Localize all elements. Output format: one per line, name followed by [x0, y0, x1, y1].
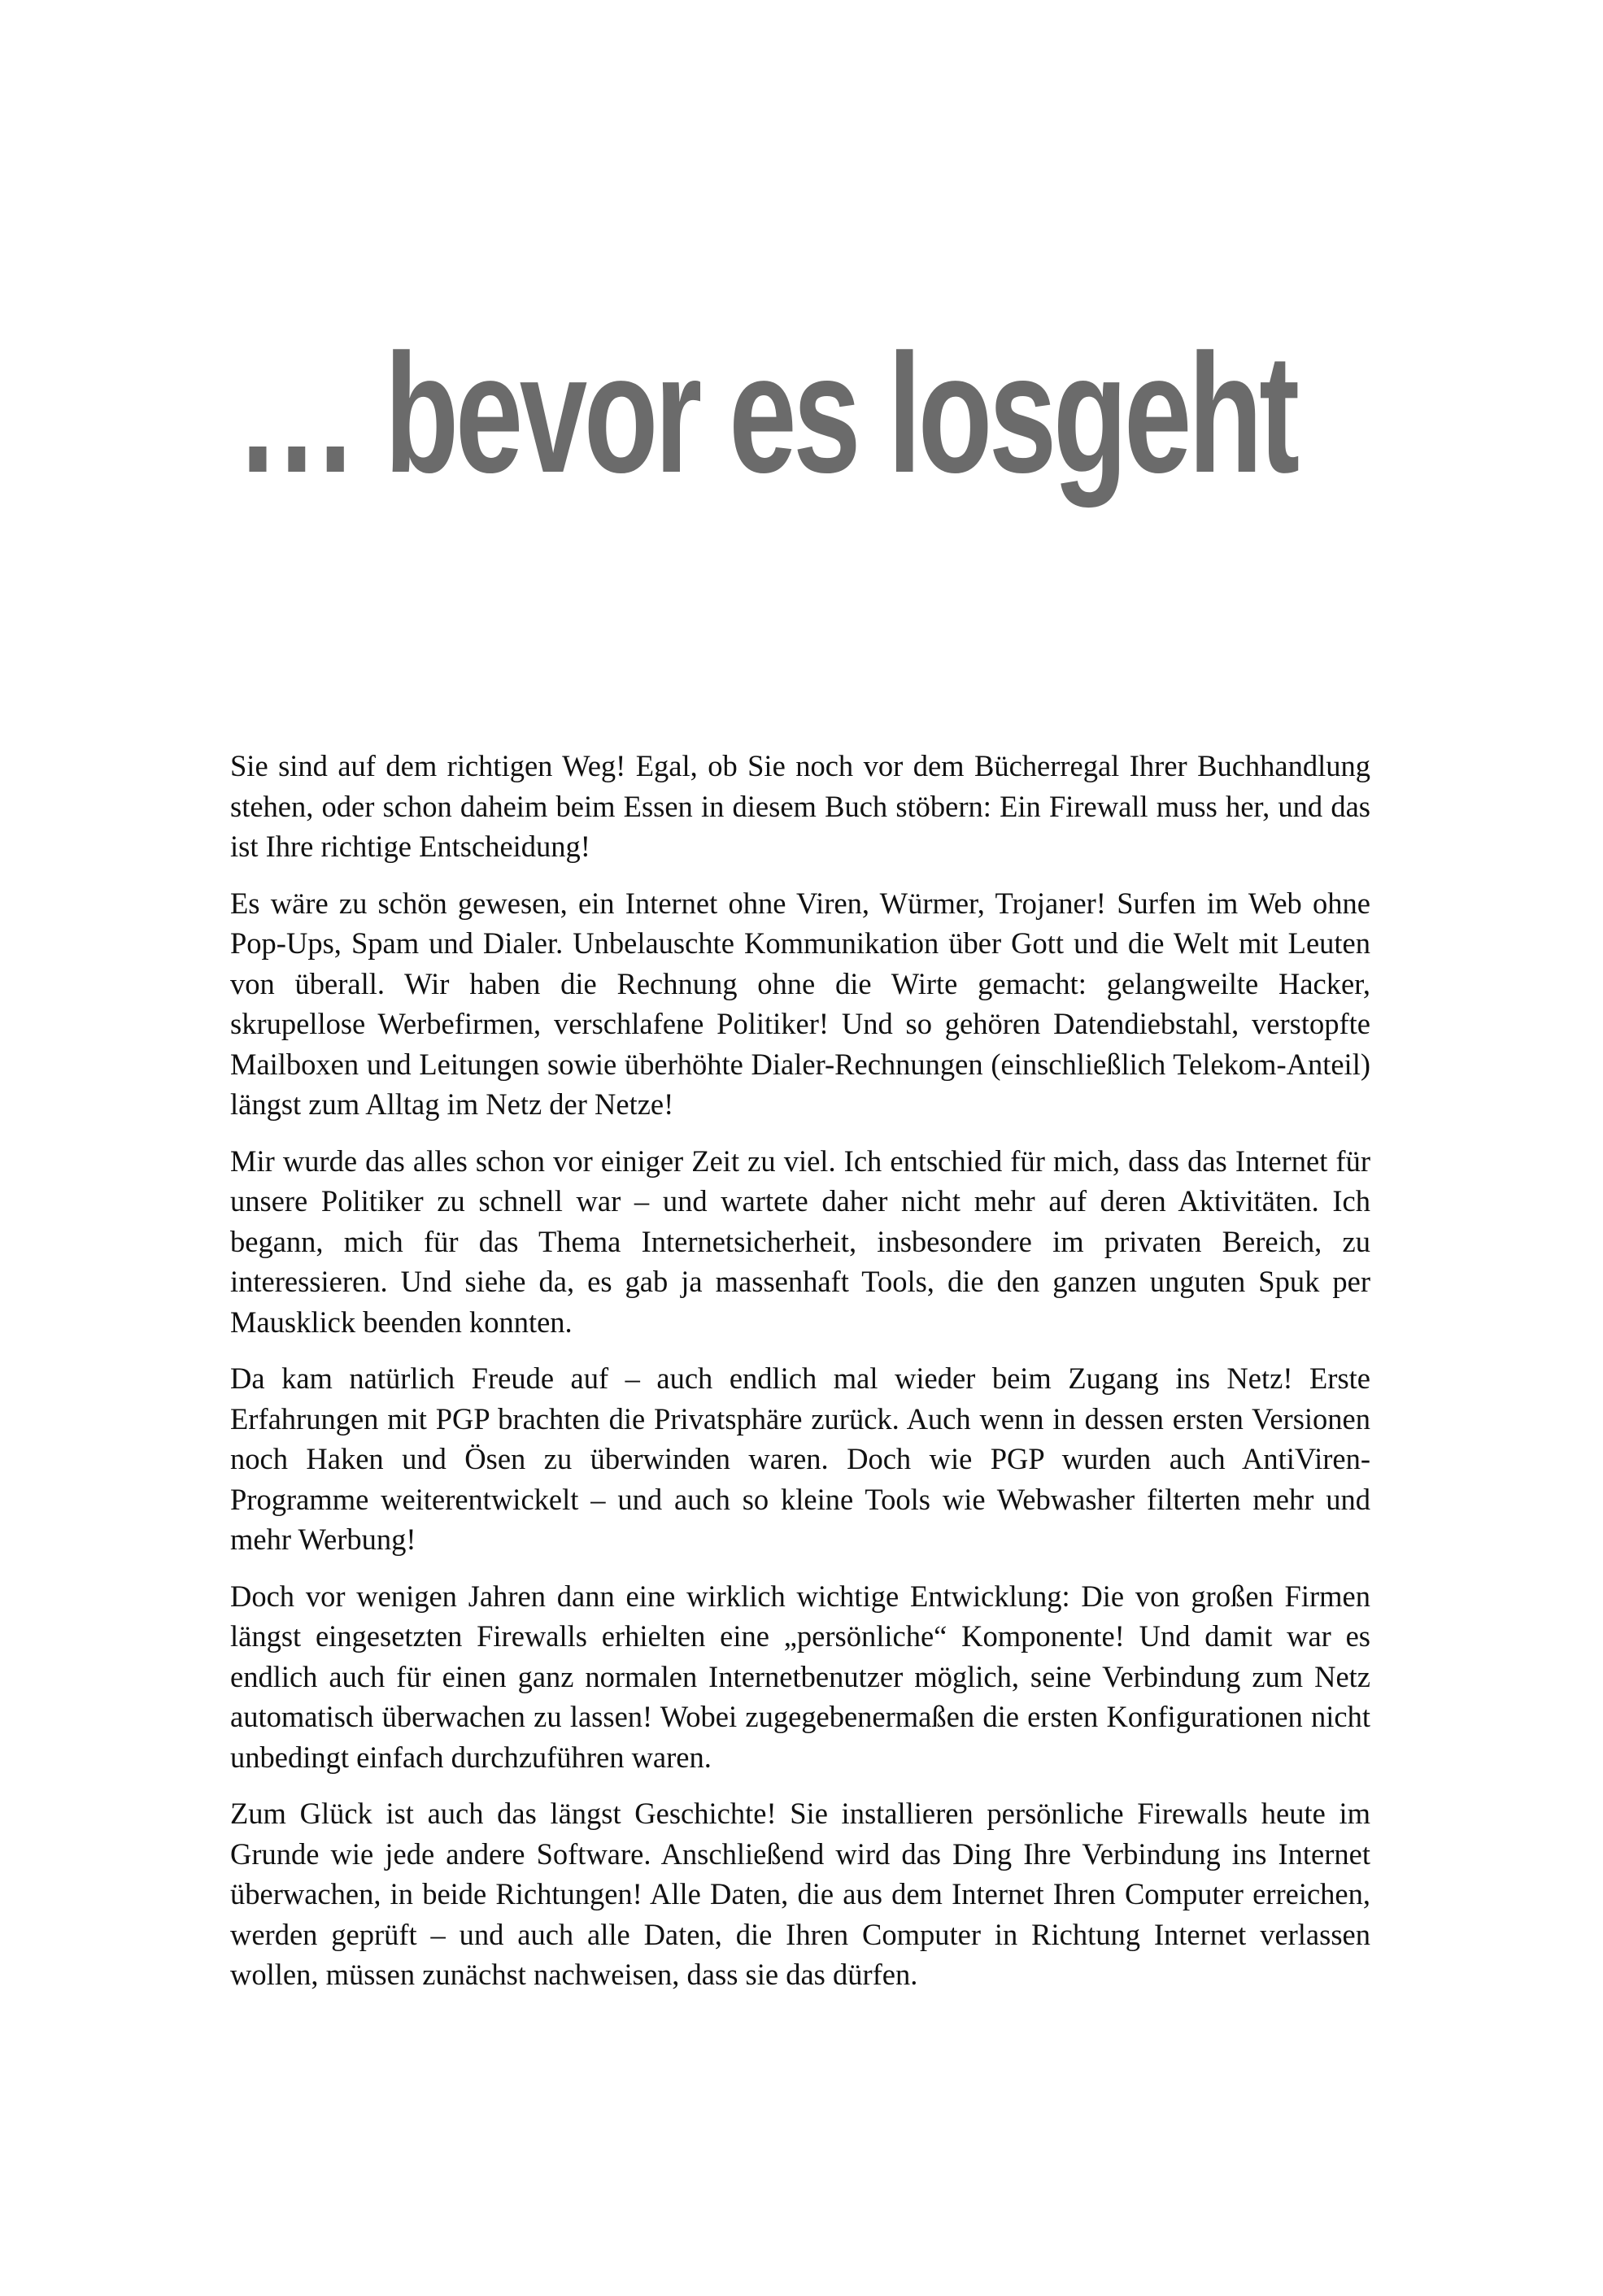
paragraph-3: Mir wurde das alles schon vor einiger Zeit zu viel. Ich entschied für mich, dass das Internet für unsere Politiker zu schnell war – und wartete daher nicht mehr auf deren Aktivitäten. Ich begann, mich für das Thema Internetsicherheit, insbesondere im privaten Bereich, zu interessieren. Und siehe da, es gab ja massenhaft Tools, die den ganzen unguten Spuk per Mausklick beenden konnten. — [230, 1144, 1370, 1339]
paragraph-4: Da kam natürlich Freude auf – auch endlich mal wieder beim Zugang ins Netz! Erste Erfahrungen mit PGP brachten die Privatsphäre zurück. Auch wenn in dessen ersten Versionen noch Haken und Ösen zu überwinden waren. Doch wie PGP wurden auch AntiViren-Programme weiterentwickelt – und auch so kleine Tools wie Webwasher filterten mehr und mehr Werbung! — [230, 1361, 1370, 1556]
paragraph-6: Zum Glück ist auch das längst Geschichte! Sie installieren persönliche Firewalls heute im Grunde wie jede andere Software. Anschließend wird das Ding Ihre Verbindung ins Internet überwachen, in beide Richtungen! Alle Daten, die aus dem Internet Ihren Computer erreichen, werden geprüft – und auch alle Daten, die Ihren Computer in Richtung Internet verlassen wollen, müssen zunächst nachweisen, dass sie das dürfen. — [230, 1797, 1370, 1991]
chapter-title: … bevor es losgeht — [236, 320, 1296, 508]
body-text — [230, 746, 1370, 2011]
paragraph-1: Sie sind auf dem richtigen Weg! Egal, ob Sie noch vor dem Bücherregal Ihrer Buchhandlung stehen, oder schon daheim beim Essen in diesem Buch stöbern: Ein Firewall muss her, und das ist Ihre richtige Entscheidung! — [230, 749, 1370, 863]
paragraph-2: Es wäre zu schön gewesen, ein Internet ohne Viren, Würmer, Trojaner! Surfen im Web ohne Pop-Ups, Spam und Dialer. Unbelauschte Kommunikation über Gott und die Welt mit Leuten von überall. Wir haben die Rechnung ohne die Wirte gemacht: gelangweilte Hacker, skrupellose Werbefirmen, verschlafene Politiker! Und so gehören Datendiebstahl, verstopfte Mailboxen und Leitungen sowie überhöhte Dialer-Rechnungen (einschließlich Telekom-Anteil) längst zum Alltag im Netz der Netze! — [230, 886, 1370, 1121]
paragraph-5: Doch vor wenigen Jahren dann eine wirklich wichtige Entwicklung: Die von großen Firmen längst eingesetzten Firewalls erhielten eine „persönliche“ Komponente! Und damit war es endlich auch für einen ganz normalen Internetbenutzer möglich, seine Verbindung zum Netz automatisch überwachen zu lassen! Wobei zugegebenermaßen die ersten Konfigurationen nicht unbedingt einfach durchzuführen waren. — [230, 1579, 1370, 1774]
